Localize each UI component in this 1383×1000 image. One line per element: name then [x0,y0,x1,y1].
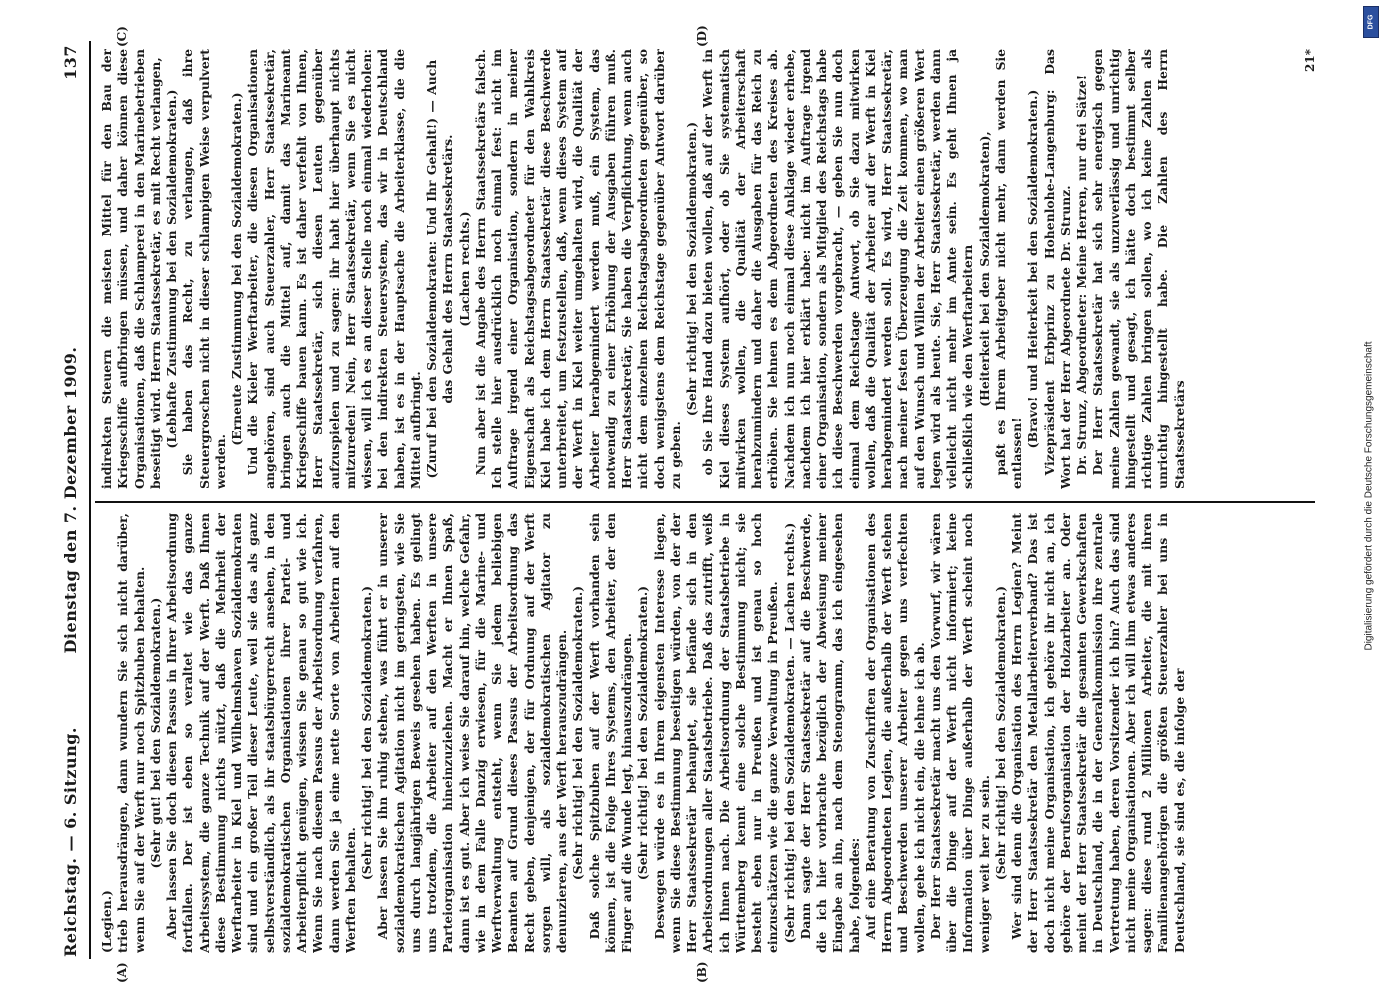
right-text-column [99,49,1314,489]
paragraph: Sie haben das Recht, zu verlangen, daß ihre Steuergroschen nicht in dieser schlampigen Weise verpulvert werden. [180,49,228,489]
dfg-logo [1363,6,1379,38]
paragraph: Vizepräsident Erbprinz zu Hohenlohe-Langenburg: Das Wort hat der Herr Abgeordnete Dr. Strunz. [1041,49,1073,489]
paragraph: Dann sagte der Herr Staatssekretär auf die Beschwerde, die ich hier vorbrachte bezüglich der Abweisung meiner Eingabe an ihn, nach dem Stenogramm, das ich eingesehen habe, folgendes: [797,513,862,953]
paragraph: (Erneute Zustimmung bei den Sozialdemokraten.) [229,92,244,446]
paragraph: indirekten Steuern die meisten Mittel für den Bau der Kriegsschiffe aufbringen müssen, und daher können diese Organisationen, daß die Schlamperei in den Marinebetrieben beseitigt wird. Herrn Staatssekretär, es mit Recht verlangen, [99,49,163,489]
paragraph: (Heiterkeit bei den Sozialdemokraten), [976,131,992,407]
column-divider [95,501,1315,503]
rotated-page [55,25,1325,983]
paragraph: Aber lassen Sie doch diesen Passus in Ihrer Arbeitsordnung fortfallen. Der ist eben so veraltet wie das ganze Arbeitssystem, die ganze Technik auf der Werft. Daß Ihnen diese Bestimmung nichts nützt, daß die Mehrheit der Werftarbeiter in Kiel und Wilhelmshaven Sozialdemokraten sind und ein großer Teil dieser Leute, weil sie das als ganz selbstverständlich, als ihr staatsbürgerrecht ansehen, in den sozialdemokratischen Organisationen ihrer Partei- und Arbeiterpflicht genügen, wissen Sie genau so gut wie ich. Wenn Sie nach diesem Passus der Arbeitsordnung verfahren, dann werden Sie ja eine nette Sorte von Arbeitern auf den Werften behalten. [164,513,358,953]
paragraph: Und die Kieler Werftarbeiter, die diesen Organisationen angehören, sind auch Steuerzahler, Herr Staatssekretär, bringen auch die Mittel auf, damit das Marineamt Kriegsschiffe bauen kann. Es ist daher verfehlt von Ihnen, Herr Staatssekretär, sich diesen Leuten gegenüber aufzuspielen und zu sagen: ihr habt hier überhaupt nichts mitzureden! Nein, Herr Staatssekretär, wenn Sie es nicht wissen, will ich es an dieser Stelle noch einmal wiederholen: bei den indirekten Steuersystem, das wir in Deutschland haben, ist es in der Hauptsache die Arbeiterklasse, die die Mittel aufbringt. [245,49,423,489]
margin-mark-d: (D) [695,25,709,47]
page-number: 137 [61,45,80,80]
dfg-logo-text: DFG [1367,14,1375,30]
paragraph: Wer sind denn die Organisation des Herrn Legien? Meint der Herr Staatssekretär den Metallarbeiterverband? Das ist doch nicht meine Organisation, ich gehöre ihr nicht an, ich gehöre der Berufsorganisation der Holzarbeiter an. Oder meint der Herr Staatssekretär die gesamten Gewerkschaften in Deutschland, die in der Generalkommission ihre zentrale Vertretung haben, deren Vorsitzender ich bin? Auch das sind nicht meine Organisationen. Aber ich will ihm etwas anderes sagen: diese rund 2 Millionen Arbeiter, die mit ihren Familienangehörigen die größten Steuerzahler bei uns in Deutschland, sie sind es, die infolge der [1009,513,1187,953]
header-left: Reichstag. — 6. Sitzung. [61,727,80,957]
margin-mark-c: (C) [115,26,129,47]
paragraph: Daß solche Spitzbuben auf der Werft vorhanden sein können, ist die Folge Ihres Systems, den Arbeiter, der den Finger auf die Wunde legt, hinauszudrängen. [586,513,634,953]
paragraph: Deswegen würde es in Ihrem eigensten Interesse liegen, wenn Sie diese Bestimmung beseitigen würden, von der der Herr Staatssekretär behauptet, sie befände sich in den Arbeitsordnungen aller Staatsbetriebe. Daß das zutrifft, weiß ich Ihnen nach. Die Arbeitsordnung der Staatsbetriebe in Württemberg kennt eine solche Bestimmung nicht; sie besteht eben nur in Preußen und ist genau so hoch einzuschätzen wie die ganze Verwaltung in Preußen. [651,513,781,953]
paragraph: (Sehr richtig! bei den Sozialdemokraten.) [570,585,586,881]
paragraph: Der Herr Staatssekretär hat sich sehr energisch gegen meine Zahlen gewandt, sie als unzuverlässig und unrichtig hingestellt und gesagt, ich hätte doch bestimmt selber richtige Zahlen bringen sollen, wo ich keine Zahlen als unrichtig hingestellt habe. Die Zahlen des Herrn Staatssekretärs [1090,49,1187,489]
margin-mark-b: (B) [695,961,709,983]
left-text-column [99,513,1314,953]
paragraph: paßt es Ihrem Arbeitgeber nicht mehr, dann werden Sie entlassen! [992,49,1024,489]
digitization-credit [1359,6,1379,986]
paragraph: (Sehr richtig! bei den Sozialdemokraten.) [635,585,651,881]
paragraph: ob Sie Ihre Hand dazu bieten wollen, daß auf der Werft in Kiel dieses System aufhört, oder ob Sie systematisch mitwirken wollen, die Qualität der Arbeiterschaft herabzumindern und daher die Ausgaben für das Reich zu erhöhen. Sie lehnen es dem Abgeordneten des Kreises ab. Nachdem ich nun noch einmal diese Anklage wieder erhebe, nachdem ich hier erklärt habe: nicht im Auftrage irgend einer Organisation, sondern als Mitglied des Reichstags habe ich diese Beschwerden vorgebracht, — geben Sie nun doch einmal dem Reichstage Antwort, ob Sie dazu mitwirken wollen, daß die Qualität der Arbeiter auf der Werft in Kiel herabgemindert werden soll. Es wird, Herr Staatssekretär, nach meiner festen Überzeugung die Zeit kommen, wo man auf den Wunsch und Willen der Arbeiter einen größeren Wert legen wird als heute. Sie, Herr Staatssekretär, werden dann vielleicht nicht mehr im Amte sein. Es geht Ihnen ja schließlich wie den Werftarbeitern [700,49,976,489]
paragraph: Auf eine Beratung von Zuschriften der Organisationen des Herrn Abgeordneten Legien, die außerhalb der Werft stehen und Beschwerden unserer Arbeiter gegen uns verfechten wollen, gehe ich nicht ein, die lehne ich ab. [862,513,927,953]
paragraph: (Sehr richtig! bei den Sozialdemokraten.) [359,585,374,881]
header-rule [89,41,91,959]
paragraph: (Sehr richtig! bei den Sozialdemokraten.) [992,585,1008,881]
margin-mark-a: (A) [115,962,129,983]
signature-mark: 21* [1303,49,1317,72]
paragraph: Der Herr Staatssekretär macht uns den Vorwurf, wir wären über die Dinge auf der Werft nicht informiert; keine Information über Dinge außerhalb der Werft scheint noch weniger weit her zu sein. [927,513,992,953]
paragraph: (Sehr richtig! bei den Sozialdemokraten.) [684,121,699,417]
digitization-credit-text: Digitalisierung gefördert durch die Deutsche Forschungsgemeinschaft [1363,341,1375,651]
paragraph: trieb herausdrängen, dann wundern Sie sich nicht darüber, wenn Sie auf der Werft nur noch Spitzbuben behalten. [115,513,147,953]
paragraph: (Zuruf bei den Sozialdemokraten: Und Ihr Gehalt!) — Auch das Gehalt des Herrn Staatssekretärs. [424,59,456,479]
paragraph: (Lebhafte Zustimmung bei den Sozialdemokraten.) [164,89,179,449]
paragraph: (Sehr gut! bei den Sozialdemokraten.) [147,597,163,869]
paragraph: (Legien.) [99,890,114,953]
paragraph: (Lachen rechts.) [456,211,472,327]
paragraph: Dr. Strunz, Abgeordneter: Meine Herren, nur drei Sätze! [1074,74,1089,476]
paragraph: (Bravo! und Heiterkeit bei den Sozialdemokraten.) [1025,89,1041,449]
paragraph: Nun aber ist die Angabe des Herrn Staatssekretärs falsch. Ich stelle hier ausdrücklich noch einmal fest: nicht im Auftrage irgend einer Organisation, sondern in meiner Eigenschaft als Reichstagsabgeordneter für den Wahlkreis Kiel habe ich dem Herrn Staatssekretär diese Beschwerde unterbreitet, um festzustellen, daß, wenn dieses System auf der Werft in Kiel weiter umgehalten wird, die Qualität der Arbeiter herabgemindert werden muß, ein System, das notwendig zu einer Erhöhung der Ausgaben führen muß. Herr Staatssekretär, Sie haben die Verpflichtung, wenn auch nicht dem einzelnen Reichstagsabgeordneten gegenüber, so doch wenigstens dem Reichstage gegenüber Antwort darüber zu geben. [472,49,683,489]
header-date: Dienstag den 7. Dezember 1909. [61,346,80,654]
paragraph: (Sehr richtig! bei den Sozialdemokraten. — Lachen rechts.) [781,522,797,944]
paragraph: Aber lassen Sie ihn ruhig stehen, was führt er in unserer sozialdemokratischen Agitation nicht im geringsten, wie Sie uns durch langjährigen Beweis gesehen haben. Es gelingt uns trotzdem, die Arbeiter auf den Werften in unsere Parteiorganisation hineinzuziehen. Macht er Ihnen Spaß, dann ist es gut. Aber ich weise Sie darauf hin, welche Gefahr, wie in dem Falle Danzig erwiesen, für die Marine- und Werftverwaltung entsteht, wenn Sie jedem beliebigen Beamten auf Grund dieses Passus der Arbeitsordnung das Recht geben, denjenigen, der für Ordnung auf der Werft sorgen will, als sozialdemokratischen Agitator zu denunzieren, aus der Werft herauszudrängen. [375,513,569,953]
